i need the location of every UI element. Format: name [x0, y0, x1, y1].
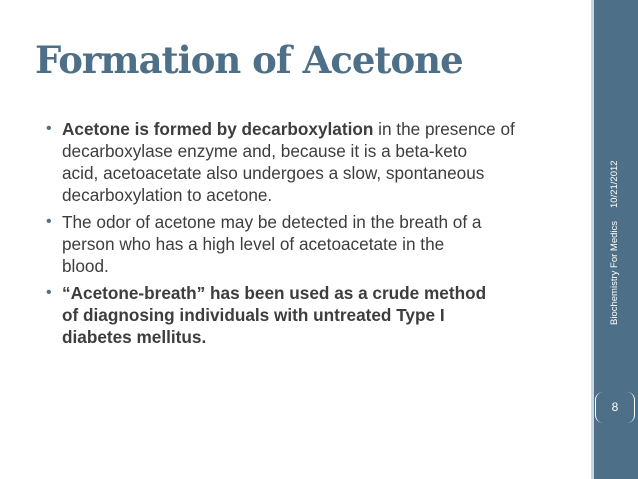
bullet-text: in the presence of [373, 119, 515, 139]
bullet-line: acid, acetoacetate also undergoes a slow, spontaneous [62, 163, 485, 183]
bullet-icon: • [46, 213, 52, 230]
slide-content [46, 118, 566, 353]
bullet-line: decarboxylase enzyme and, because it is a beta-keto [62, 141, 468, 161]
bullet-line: of diagnosing individuals with untreated Type I [62, 305, 445, 325]
bullet-line: “Acetone-breath” has been used as a crude method [62, 283, 487, 303]
bullet-line [62, 118, 566, 140]
bullet-item [46, 118, 566, 206]
bullet-line: The odor of acetone may be detected in the breath of a [62, 212, 482, 232]
bullet-bold-text: Acetone is formed by decarboxylation [62, 119, 374, 139]
bullet-line: decarboxylation to acetone. [62, 185, 273, 205]
bullet-icon: • [46, 120, 52, 137]
slide-date: 10/21/2012 [609, 160, 620, 208]
page-number: 8 [611, 400, 619, 414]
bullet-item [46, 211, 566, 277]
bullet-icon: • [46, 284, 52, 301]
slide-title: Formation of Acetone [35, 38, 463, 82]
bullet-line: blood. [62, 256, 109, 276]
bullet-line: diabetes mellitus. [62, 327, 207, 347]
bullet-line: person who has a high level of acetoacetate in the [62, 234, 445, 254]
bullet-item [46, 282, 566, 348]
slide-footer: Biochemistry For Medics [609, 221, 620, 325]
sidebar-divider [591, 0, 594, 479]
